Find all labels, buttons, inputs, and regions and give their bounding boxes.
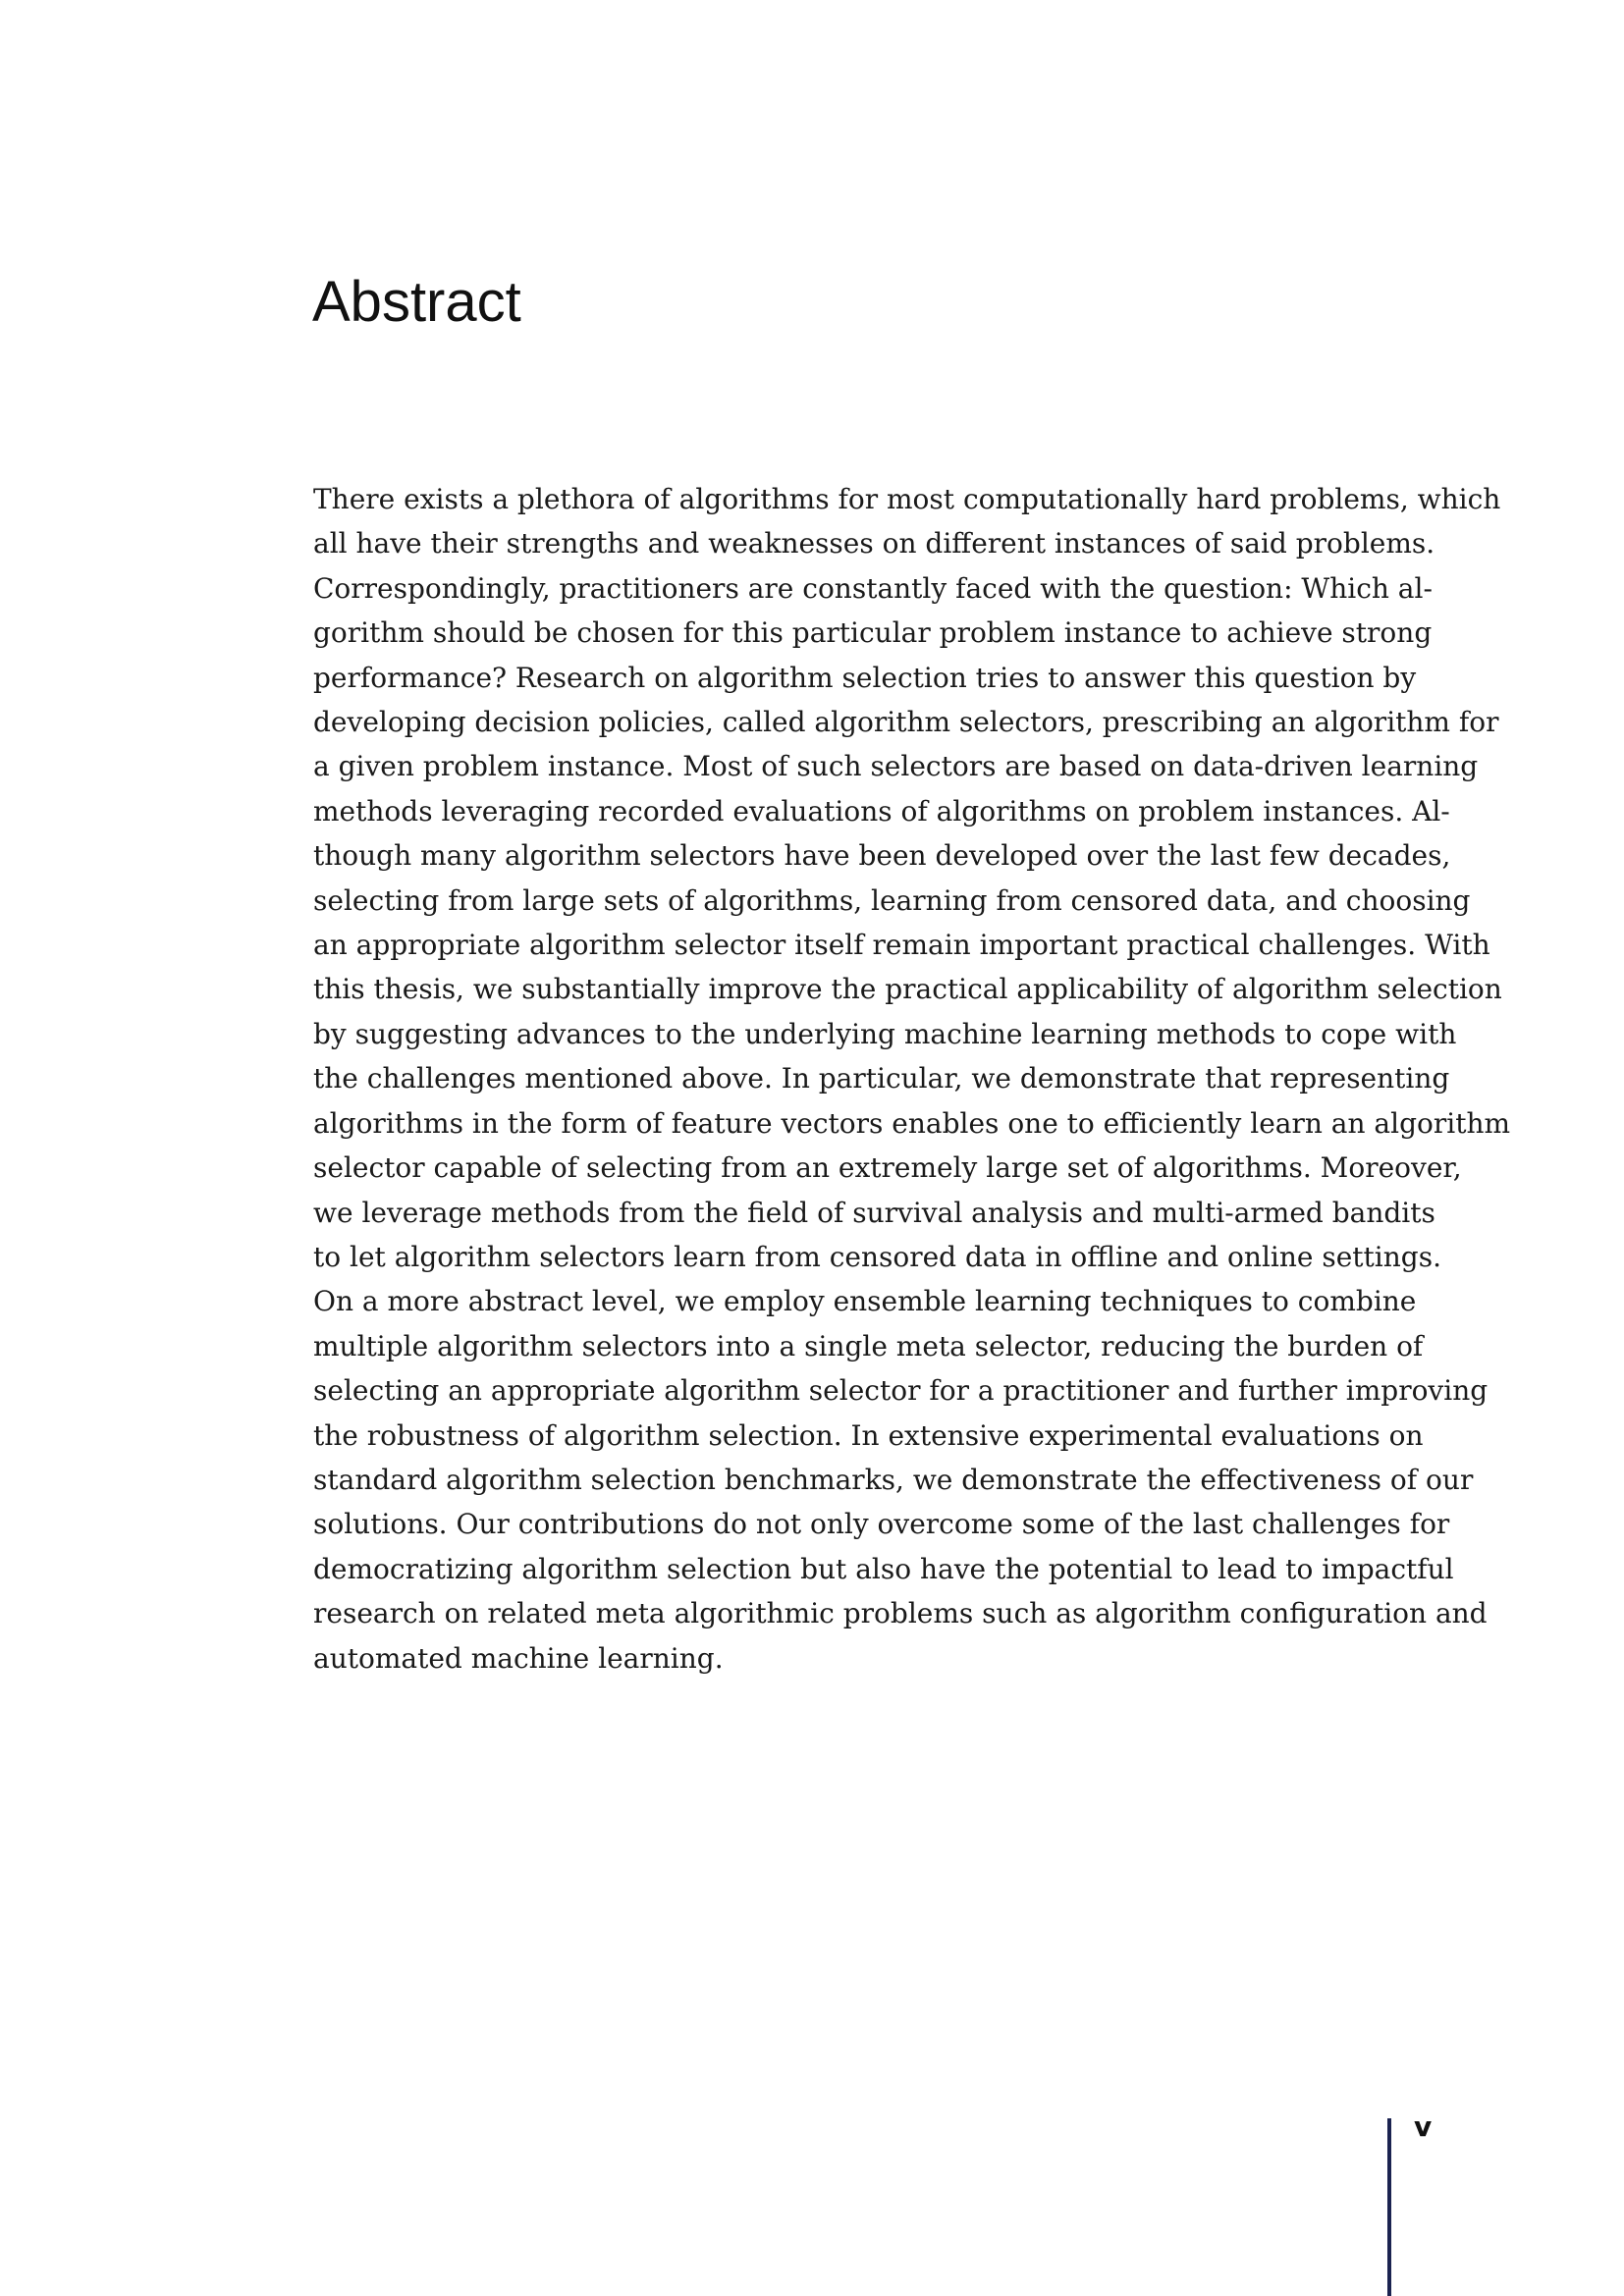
- abstract-line: selector capable of selecting from an extremely large set of algorithms. Moreover,: [313, 1151, 1462, 1185]
- abstract-line: democratizing algorithm selection but also have the potential to lead to impactful: [313, 1552, 1454, 1585]
- abstract-line: On a more abstract level, we employ ensemble learning techniques to combine: [313, 1285, 1417, 1318]
- abstract-line: standard algorithm selection benchmarks, we demonstrate the effectiveness of our: [313, 1463, 1474, 1496]
- abstract-line: we leverage methods from the field of survival analysis and multi-armed bandits: [313, 1196, 1435, 1229]
- abstract-line: though many algorithm selectors have been developed over the last few decades,: [313, 839, 1451, 873]
- abstract-line: all have their strengths and weaknesses on different instances of said problems.: [313, 527, 1435, 561]
- abstract-line: methods leveraging recorded evaluations of algorithms on problem instances. Al-: [313, 794, 1450, 828]
- abstract-line: solutions. Our contributions do not only overcome some of the last challenges for: [313, 1508, 1450, 1541]
- page-margin-rule: [1387, 2118, 1391, 2296]
- abstract-line: performance? Research on algorithm selection tries to answer this question by: [313, 661, 1417, 694]
- abstract-line: gorithm should be chosen for this particular problem instance to achieve strong: [313, 616, 1433, 650]
- abstract-line: developing decision policies, called algorithm selectors, prescribing an algorithm for: [313, 706, 1499, 739]
- abstract-line: Correspondingly, practitioners are constantly faced with the question: Which al-: [313, 571, 1433, 605]
- abstract-line: algorithms in the form of feature vectors enables one to efficiently learn an algorithm: [313, 1106, 1511, 1140]
- abstract-line: a given problem instance. Most of such selectors are based on data-driven learning: [313, 750, 1479, 783]
- page-number: v: [1414, 2110, 1433, 2143]
- abstract-line: There exists a plethora of algorithms for most computationally hard problems, which: [313, 483, 1501, 515]
- abstract-line: multiple algorithm selectors into a single meta selector, reducing the burden of: [313, 1329, 1424, 1362]
- abstract-line: by suggesting advances to the underlying machine learning methods to cope with: [313, 1017, 1457, 1050]
- abstract-line: research on related meta algorithmic problems such as algorithm configuration and: [313, 1597, 1488, 1630]
- abstract-line: to let algorithm selectors learn from censored data in offline and online settings.: [313, 1240, 1441, 1273]
- abstract-line: an appropriate algorithm selector itself remain important practical challenges. With: [313, 929, 1490, 962]
- abstract-line: the robustness of algorithm selection. In extensive experimental evaluations on: [313, 1418, 1424, 1452]
- abstract-paragraph: [313, 477, 1511, 1681]
- abstract-line: this thesis, we substantially improve the practical applicability of algorithm selection: [313, 973, 1502, 1006]
- abstract-line: automated machine learning.: [313, 1641, 724, 1675]
- abstract-line: selecting an appropriate algorithm selector for a practitioner and further improving: [313, 1374, 1489, 1408]
- abstract-line: the challenges mentioned above. In particular, we demonstrate that representing: [313, 1062, 1450, 1095]
- abstract-line: selecting from large sets of algorithms, learning from censored data, and choosing: [313, 883, 1471, 917]
- page-title: Abstract: [312, 270, 521, 334]
